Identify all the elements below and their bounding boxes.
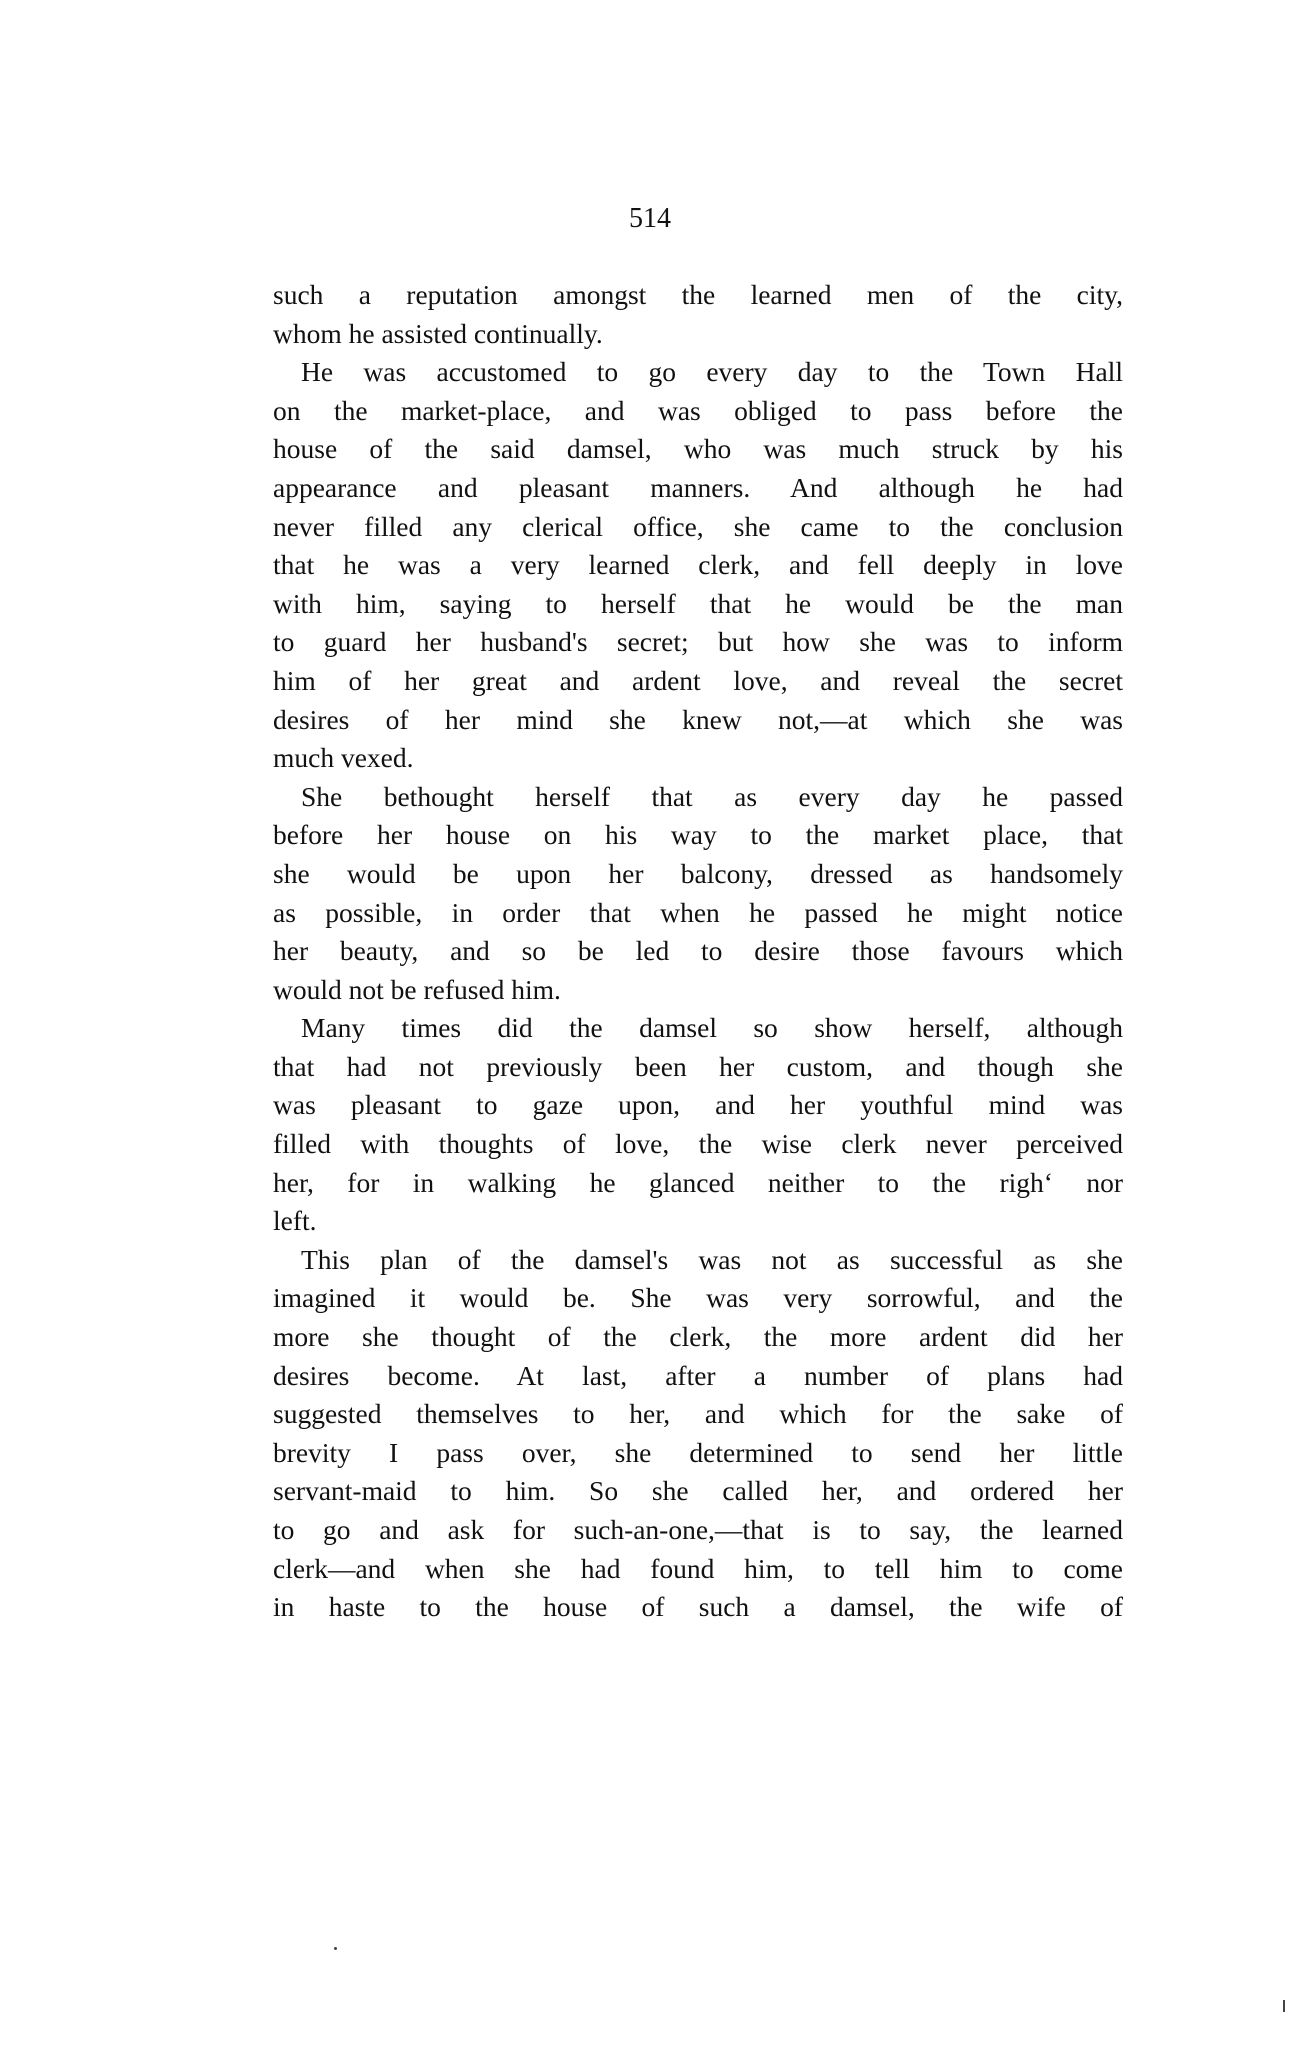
text-line: imagined it would be. She was very sorrowful, and the: [273, 1282, 1123, 1314]
text-line: with him, saying to herself that he would be the man: [273, 587, 1123, 619]
text-line: to guard her husband's secret; but how she was to inform: [273, 626, 1123, 658]
body-text: [273, 276, 1123, 1627]
text-line: appearance and pleasant manners. And although he had: [273, 471, 1123, 503]
text-line: filled with thoughts of love, the wise clerk never perceived: [273, 1128, 1123, 1160]
text-line: to go and ask for such-an-one,—that is to say, the learned: [273, 1514, 1123, 1545]
text-line: never filled any clerical office, she came to the conclusion: [273, 510, 1123, 542]
text-line: before her house on his way to the market place, that: [273, 819, 1123, 851]
text-line: she would be upon her balcony, dressed as handsomely: [273, 857, 1123, 889]
text-line: desires become. At last, after a number of plans had: [273, 1359, 1123, 1391]
scan-speck: [1283, 2000, 1285, 2012]
text-line: She bethought herself that as every day he passed: [301, 780, 1123, 812]
text-line: clerk—and when she had found him, to tell him to come: [273, 1552, 1123, 1584]
text-line: This plan of the damsel's was not as successful as she: [301, 1243, 1123, 1275]
text-line: Many times did the damsel so show herself, although: [301, 1012, 1123, 1044]
text-line: much vexed.: [273, 742, 414, 774]
text-line: more she thought of the clerk, the more ardent did her: [273, 1321, 1123, 1353]
text-line: as possible, in order that when he passed he might notice: [273, 896, 1123, 928]
text-line: house of the said damsel, who was much struck by his: [273, 433, 1123, 465]
text-line: was pleasant to gaze upon, and her youthful mind was: [273, 1089, 1123, 1121]
text-line: whom he assisted continually.: [273, 317, 603, 349]
text-line: desires of her mind she knew not,—at which she was: [273, 703, 1123, 735]
text-line: her beauty, and so be led to desire those favours which: [273, 935, 1123, 967]
text-line: would not be refused him.: [273, 973, 561, 1005]
text-line: that he was a very learned clerk, and fell deeply in love: [273, 549, 1123, 581]
page-number: 514: [629, 203, 671, 234]
text-line: brevity I pass over, she determined to send her little: [273, 1436, 1123, 1468]
text-line: that had not previously been her custom, and though she: [273, 1050, 1123, 1082]
text-line: suggested themselves to her, and which for the sake of: [273, 1398, 1123, 1430]
text-line: in haste to the house of such a damsel, the wife of: [273, 1591, 1123, 1623]
text-line: on the market-place, and was obliged to pass before the: [273, 394, 1123, 426]
text-line: left.: [273, 1205, 317, 1237]
text-line: such a reputation amongst the learned men of the city,: [273, 279, 1123, 310]
text-line: He was accustomed to go every day to the Town Hall: [301, 356, 1123, 388]
text-line: him of her great and ardent love, and reveal the secret: [273, 664, 1123, 696]
scan-speck: [334, 1947, 337, 1950]
text-line: her, for in walking he glanced neither to the righ‘ nor: [273, 1166, 1123, 1198]
text-line: servant-maid to him. So she called her, and ordered her: [273, 1475, 1123, 1507]
